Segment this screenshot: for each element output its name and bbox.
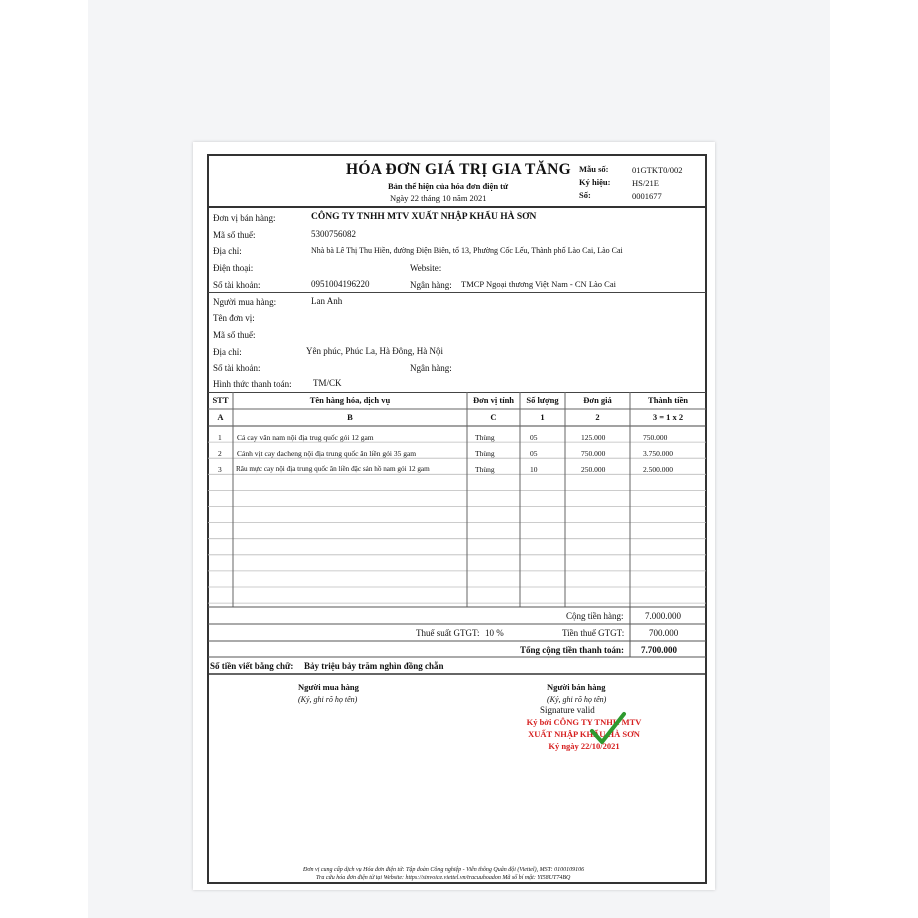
col-code-a: A [217, 412, 224, 422]
invoice-title: HÓA ĐƠN GIÁ TRỊ GIA TĂNG [346, 161, 571, 178]
vat-rate-value: 10 % [485, 628, 504, 638]
col-code-b: B [347, 412, 353, 422]
symbol-label: Ký hiệu: [579, 177, 611, 187]
total-value: 7.700.000 [641, 645, 677, 655]
vat-rate-label: Thuế suất GTGT: [416, 628, 480, 638]
seller-website-label: Website: [410, 263, 442, 273]
table-grid [208, 392, 706, 607]
row-name: Râu mực cay nội địa trung quốc ăn liền đặc sản hồ nam gói 12 gam [236, 465, 430, 473]
seller-address: Nhà bà Lê Thị Thu Hiền, đường Điện Biên, tổ 13, Phường Cốc Lếu, Thành phố Lào Cai, Lào Cai [311, 246, 623, 255]
row-qty: 10 [530, 465, 538, 474]
header-divider [208, 206, 706, 208]
seller-bank: TMCP Ngoại thương Việt Nam - CN Lào Cai [461, 279, 616, 289]
col-code-2: 2 [595, 412, 600, 422]
row-qty: 05 [530, 433, 538, 442]
row-unit: Thùng [475, 433, 495, 442]
row-unit: Thùng [475, 449, 495, 458]
row-name: Cánh vịt cay dacheng nội địa trung quốc ăn liền gói 35 gam [237, 449, 417, 458]
seller-divider [208, 292, 706, 293]
buyer-address: Yên phúc, Phúc La, Hà Đông, Hà Nội [306, 346, 443, 356]
col-code-1: 1 [540, 412, 545, 422]
symbol-value: HS/21E [632, 178, 659, 188]
row-stt: 3 [218, 465, 222, 474]
buyer-tax-label: Mã số thuế: [213, 330, 256, 340]
subtotal-label: Cộng tiền hàng: [566, 611, 624, 621]
row-stt: 2 [218, 449, 222, 458]
col-header-unit: Đơn vị tính [472, 395, 515, 405]
seller-phone-label: Điện thoại: [213, 263, 254, 273]
seller-unit-label: Đơn vị bán hàng: [213, 213, 276, 223]
col-header-stt: STT [212, 395, 229, 405]
col-header-qty: Số lượng [526, 395, 559, 405]
seller-sign-note: (Ký, ghi rõ họ tên) [547, 695, 607, 704]
col-header-name: Tên hàng hóa, dịch vụ [309, 395, 391, 405]
subtotal-value: 7.000.000 [645, 611, 681, 621]
seller-tax: 5300756082 [311, 229, 356, 239]
footer-lookup: Tra cứu hóa đơn điện tử tại Website: https://sinvoice.viettel.vn/tracuuhoadon Mã số bí mật: YI58UT74BQ [316, 875, 571, 881]
seller-address-label: Địa chỉ: [213, 246, 242, 256]
row-amount: 3.750.000 [643, 449, 673, 458]
signed-date: Ký ngày 22/10/2021 [548, 741, 620, 751]
buyer-unit-label: Tên đơn vị: [213, 313, 255, 323]
col-header-price: Đơn giá [583, 395, 612, 405]
number-label: Số: [579, 190, 591, 200]
row-stt: 1 [218, 433, 222, 442]
form-no-label: Mẫu số: [579, 164, 609, 174]
totals-grid [208, 606, 706, 676]
buyer-address-label: Địa chỉ: [213, 347, 242, 357]
seller-sign-title: Người bán hàng [547, 682, 606, 692]
buyer-sign-title: Người mua hàng [298, 682, 359, 692]
seller-bank-label: Ngân hàng: [410, 280, 452, 290]
seller-account-label: Số tài khoản: [213, 280, 261, 290]
vat-value: 700.000 [649, 628, 679, 638]
signature-valid-text: Signature valid [540, 705, 595, 715]
invoice-date: Ngày 22 tháng 10 năm 2021 [390, 193, 487, 203]
row-amount: 2.500.000 [643, 465, 673, 474]
row-price: 250.000 [581, 465, 606, 474]
row-unit: Thùng [475, 465, 495, 474]
row-price: 125.000 [581, 433, 606, 442]
amount-in-words-label: Số tiền viết bằng chữ: [210, 661, 294, 671]
vat-label: Tiền thuế GTGT: [562, 628, 625, 638]
seller-unit: CÔNG TY TNHH MTV XUẤT NHẬP KHẨU HÀ SƠN [311, 212, 537, 222]
invoice-subtitle: Bản thể hiện của hóa đơn điện tử [388, 181, 509, 191]
row-price: 750.000 [581, 449, 606, 458]
signed-by-line1: Ký bởi CÔNG TY TNHH MTV [526, 717, 642, 727]
buyer-account-label: Số tài khoản: [213, 363, 261, 373]
col-header-amount: Thành tiền [648, 395, 688, 405]
payment-label: Hình thức thanh toán: [213, 379, 292, 389]
seller-tax-label: Mã số thuế: [213, 230, 256, 240]
buyer-bank-label: Ngân hàng: [410, 363, 452, 373]
row-amount: 750.000 [643, 433, 668, 442]
number-value: 0001677 [632, 191, 662, 201]
total-label: Tổng cộng tiền thanh toán: [520, 645, 625, 655]
amount-in-words: Bảy triệu bảy trăm nghìn đồng chẵn [304, 661, 444, 671]
buyer-name-label: Người mua hàng: [213, 297, 277, 307]
items-table [208, 392, 706, 607]
buyer-name: Lan Anh [311, 296, 343, 306]
signature-check-icon [589, 711, 627, 747]
footer-provider: Đơn vị cung cấp dịch vụ Hóa đơn điện tử: Tập đoàn Công nghiệp - Viễn thông Quân đội (Viettel), MST: 0100109106 [303, 867, 585, 873]
form-no-value: 01GTKT0/002 [632, 165, 683, 175]
col-code-3: 3 = 1 x 2 [652, 412, 684, 422]
buyer-sign-note: (Ký, ghi rõ họ tên) [298, 695, 358, 704]
row-qty: 05 [530, 449, 538, 458]
col-code-c: C [490, 412, 497, 422]
seller-account: 0951004196220 [311, 279, 370, 289]
signed-by-line2: XUẤT NHẬP KHẨU HÀ SƠN [528, 729, 640, 739]
row-name: Cá cay vân nam nội địa trug quốc gói 12 gam [237, 433, 374, 442]
payment-value: TM/CK [313, 378, 342, 388]
